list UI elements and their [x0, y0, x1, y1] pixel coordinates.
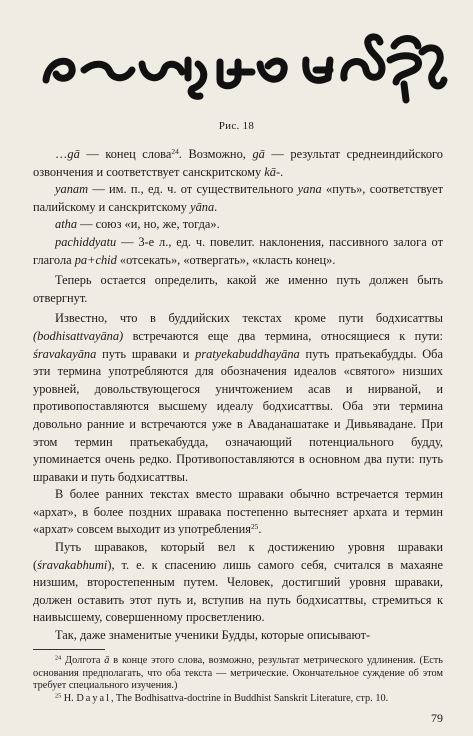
footnote: $^{25}$ H. Dayal, The Bodhisattva-doctrine in Buddhist Sanskrit Literature, стр. 10. [55, 692, 389, 704]
footnotes [33, 655, 443, 705]
paragraph: …gā — конец слова$^{24}$. Возможно, gā — результат среднеиндийского озвончения и соответствует санскритскому kā-. [33, 146, 443, 179]
paragraph: Теперь остается определить, какой же именно путь должен быть отвергнут. [33, 273, 443, 305]
paragraph: yanam — им. п., ед. ч. от существительного yana «путь», соответствует палийскому и санскритскому yāna. [33, 182, 443, 214]
paragraph: Известно, что в буддийских текстах кроме пути бодхисаттвы (bodhisattvayāna) встречаются еще два термина, относящиеся к пути: śravakayāna путь шраваки и pratyekabuddhayāna путь пратьекабудды. Оба эти термина употребляются для обозначения идеалов «святого» низших уровней, довольствующегося уничтожением асав и нирваной, и противопоставляются высшему идеалу бодхисаттвы. Оба эти термина довольно ранние и встречаются уже в Аваданашатаке и Дивьявадане. При этом термин пратьекабудда, означающий потенциального будду, упоминается очень редко. Противопоставляются в основном два пути: путь шраваки и путь бодхисаттвы. [33, 311, 443, 484]
paragraph: pachiddyatu — 3-е л., ед. ч. повелит. наклонения, пассивного залога от глагола pa+chid «отсекать», «отвергать», «класть конец». [33, 234, 443, 267]
paragraph: atha — союз «и, но, же, тогда». [55, 217, 220, 232]
paragraph: Путь шраваков, который вел к достижению уровня шраваки (śravakabhumi), т. е. к спасению лишь самого себя, считался в махаяне низшим, второстепенным путем. Человек, достигший уровня шраваки, должен оставить этот путь и, вступив на путь бодхисаттвы, стремиться к наивысшему, совершенному просветлению. [33, 540, 443, 625]
paragraph: В более ранних текстах вместо шраваки обычно встречается термин «архат», в более поздних шравака постепенно вытесняет архата и термин «архат» совсем выходит из употребления$^{25}$. [33, 487, 443, 537]
figure-caption: Рис. 18 [218, 120, 255, 132]
page-number: 79 [431, 711, 443, 725]
main-text [33, 146, 443, 645]
footnote: $^{24}$ Долгота ā в конце этого слова, возможно, результат метрического удлинения. (Есть основания предполагать, что оба текста — метрические. Окончательное суждение об этом требует специального изучения.) [33, 654, 443, 692]
footnote-separator [33, 649, 105, 650]
paragraph: Так, даже знаменитые ученики Будды, которые описывают- [55, 628, 371, 643]
ancient-script-inscription [38, 8, 448, 108]
